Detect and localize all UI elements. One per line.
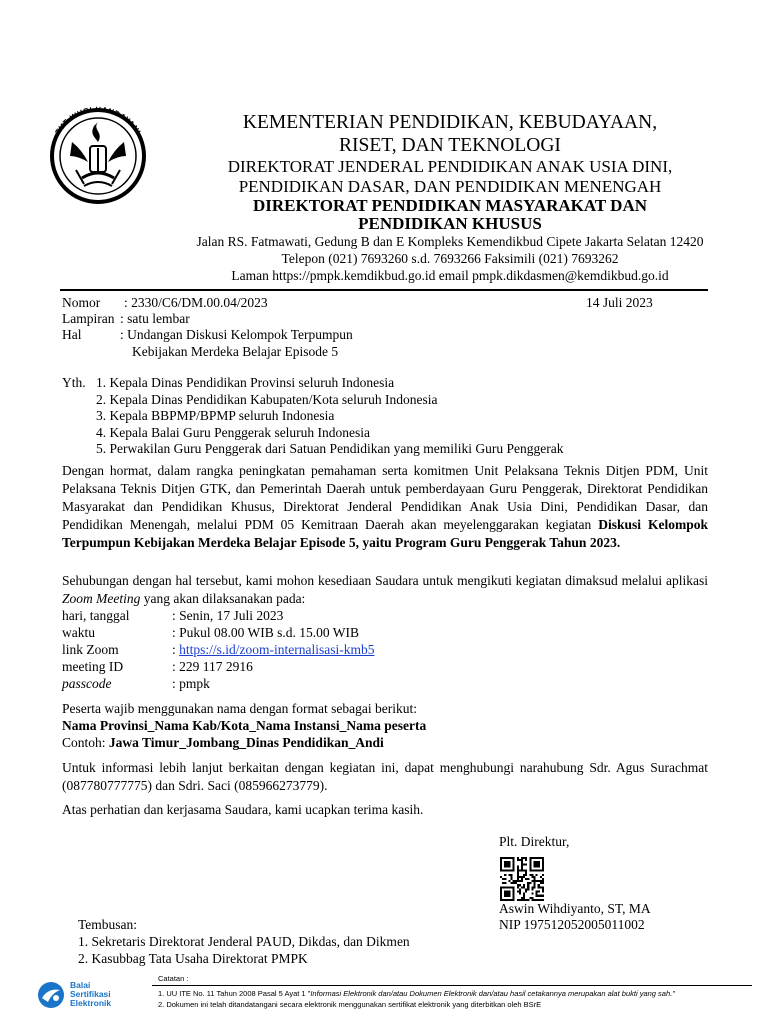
signatory-name: Aswin Wihdiyanto, ST, MA (499, 901, 651, 916)
signatory-nip: NIP 197512052005011002 (499, 917, 645, 932)
header-direktorat-line2: PENDIDIKAN KHUSUS (358, 214, 542, 233)
nomor-label: Nomor (62, 295, 101, 310)
event-title: Diskusi Kelompok Terpumpun Kebijakan Merdeka Belajar Episode 5, yaitu Program Guru Penggerak Tahun 2023. (62, 517, 709, 550)
header-direktorat-line1: DIREKTORAT PENDIDIKAN MASYARAKAT DAN (252, 196, 648, 215)
recipient-item: 4. Kepala Balai Guru Penggerak seluruh Indonesia (96, 425, 371, 440)
header-web-email: Laman https://pmpk.kemdikbud.go.id email pmpk.dikdasmen@kemdikbud.go.id (231, 268, 669, 283)
tembusan-label: Tembusan: (78, 917, 138, 932)
svg-text:TUT WURI HANDAYANI: TUT WURI HANDAYANI (53, 104, 143, 137)
name-example (62, 734, 384, 751)
bsre-name-line1: Balai (70, 980, 91, 990)
example-value: Jawa Timur_Jombang_Dinas Pendidikan_Andi (108, 735, 384, 750)
letter-date: 14 Juli 2023 (586, 295, 653, 310)
schedule-value-meeting-id: : 229 117 2916 (172, 659, 253, 674)
tembusan-item: 1. Sekretaris Direktorat Jenderal PAUD, Dikdas, dan Dikmen (78, 934, 410, 949)
header-dirjen-line2: PENDIDIKAN DASAR, DAN PENDIDIKAN MENENGAH (238, 177, 662, 196)
recipient-item: 5. Perwakilan Guru Penggerak dari Satuan Pendidikan yang memiliki Guru Penggerak (96, 441, 564, 456)
header-ministry-line1: KEMENTERIAN PENDIDIKAN, KEBUDAYAAN, (242, 112, 658, 133)
qr-code (500, 857, 544, 901)
invitation-text-a: Sehubungan dengan hal tersebut, kami mohon kesediaan Saudara untuk mengikuti kegiatan dimaksud melalui aplikasi (62, 573, 708, 588)
signature-title: Plt. Direktur, (499, 834, 570, 849)
header-phone: Telepon (021) 7693260 s.d. 7693266 Faksimili (021) 7693262 (281, 251, 619, 266)
schedule-label-passcode: passcode (62, 676, 112, 691)
lampiran-value: : satu lembar (120, 311, 190, 326)
schedule-value-link (172, 641, 375, 658)
schedule-label-time: waktu (62, 625, 95, 640)
invitation-paragraph (62, 572, 708, 608)
bsre-logo-icon (36, 980, 66, 1010)
closing-paragraph: Atas perhatian dan kerjasama Saudara, kami ucapkan terima kasih. (62, 802, 424, 817)
example-label: Contoh: (62, 735, 109, 750)
header-address: Jalan RS. Fatmawati, Gedung B dan E Kompleks Kemendikbud Cipete Jakarta Selatan 12420 (196, 234, 704, 249)
hal-value: : Undangan Diskusi Kelompok Terpumpun (120, 327, 353, 342)
hal-value-cont: Kebijakan Merdeka Belajar Episode 5 (132, 344, 339, 359)
recipients-label: Yth. (62, 375, 86, 390)
schedule-value-passcode: : pmpk (172, 676, 210, 691)
header-ministry-line2: RISET, DAN TEKNOLOGI (339, 135, 561, 156)
hal-label: Hal (62, 327, 82, 342)
link-colon: : (172, 642, 180, 657)
note1-prefix: 1. UU ITE No. 11 Tahun 2008 Pasal 5 Ayat 1 " (158, 989, 311, 998)
header-dirjen-line1: DIREKTORAT JENDERAL PENDIDIKAN ANAK USIA DINI, (227, 157, 673, 176)
lampiran-label: Lampiran (62, 311, 115, 326)
recipient-item: 2. Kepala Dinas Pendidikan Kabupaten/Kota seluruh Indonesia (96, 392, 438, 407)
schedule-label-day: hari, tanggal (62, 608, 130, 623)
footer-divider (152, 985, 752, 986)
schedule-label-link: link Zoom (62, 642, 119, 657)
footer-note-2: 2. Dokumen ini telah ditandatangani secara elektronik menggunakan sertifikat elektronik yang diterbitkan oleh BSrE (158, 1000, 542, 1009)
header-divider (60, 289, 708, 291)
recipient-item: 1. Kepala Dinas Pendidikan Provinsi seluruh Indonesia (96, 375, 395, 390)
tembusan-item: 2. Kasubbag Tata Usaha Direktorat PMPK (78, 951, 308, 966)
name-format: Nama Provinsi_Nama Kab/Kota_Nama Instansi_Nama peserta (62, 718, 427, 733)
zoom-meeting-text: Zoom Meeting (62, 591, 141, 606)
schedule-label-meeting-id: meeting ID (62, 659, 124, 674)
zoom-link[interactable]: https://s.id/zoom-internalisasi-kmb5 (179, 642, 375, 657)
note1-quote: Informasi Elektronik dan/atau Dokumen Elektronik dan/atau hasil cetakannya merupakan alat bukti yang sah." (310, 989, 675, 998)
schedule-value-day: : Senin, 17 Juli 2023 (172, 608, 284, 623)
catatan-label: Catatan : (158, 974, 189, 983)
nomor-value: : 2330/C6/DM.00.04/2023 (124, 295, 268, 310)
contact-paragraph: Untuk informasi lebih lanjut berkaitan dengan kegiatan ini, dapat menghubungi narahubung Sdr. Agus Surachmat (087780777775) dan Sdri. Saci (085966273779). (62, 760, 708, 793)
opening-paragraph (62, 462, 708, 552)
bsre-name-line2: Sertifikasi (70, 989, 111, 999)
schedule-value-time: : Pukul 08.00 WIB s.d. 15.00 WIB (172, 625, 360, 640)
name-format-intro: Peserta wajib menggunakan nama dengan format sebagai berikut: (62, 701, 418, 716)
recipient-item: 3. Kepala BBPMP/BPMP seluruh Indonesia (96, 408, 335, 423)
bsre-name-line3: Elektronik (70, 998, 112, 1008)
footer-note-1 (158, 988, 675, 999)
opening-text: Dengan hormat, dalam rangka peningkatan pemahaman serta komitmen Unit Pelaksana Teknis Ditjen PDM, Unit Pelaksana Teknis Ditjen GTK, dan Pemerintah Daerah untuk pemberdayaan Guru Penggerak, Direktorat Pendidikan Masyarakat dan Pendidikan Khusus, Direktorat Jenderal Pendidikan Anak Usia Dini, Pendidikan Dasar, dan Pendidikan Menengah, melalui PDM 05 Kemitraan Daerah akan meyelenggarakan kegiatan (62, 463, 708, 532)
invitation-text-b: yang akan dilaksanakan pada: (140, 591, 306, 606)
